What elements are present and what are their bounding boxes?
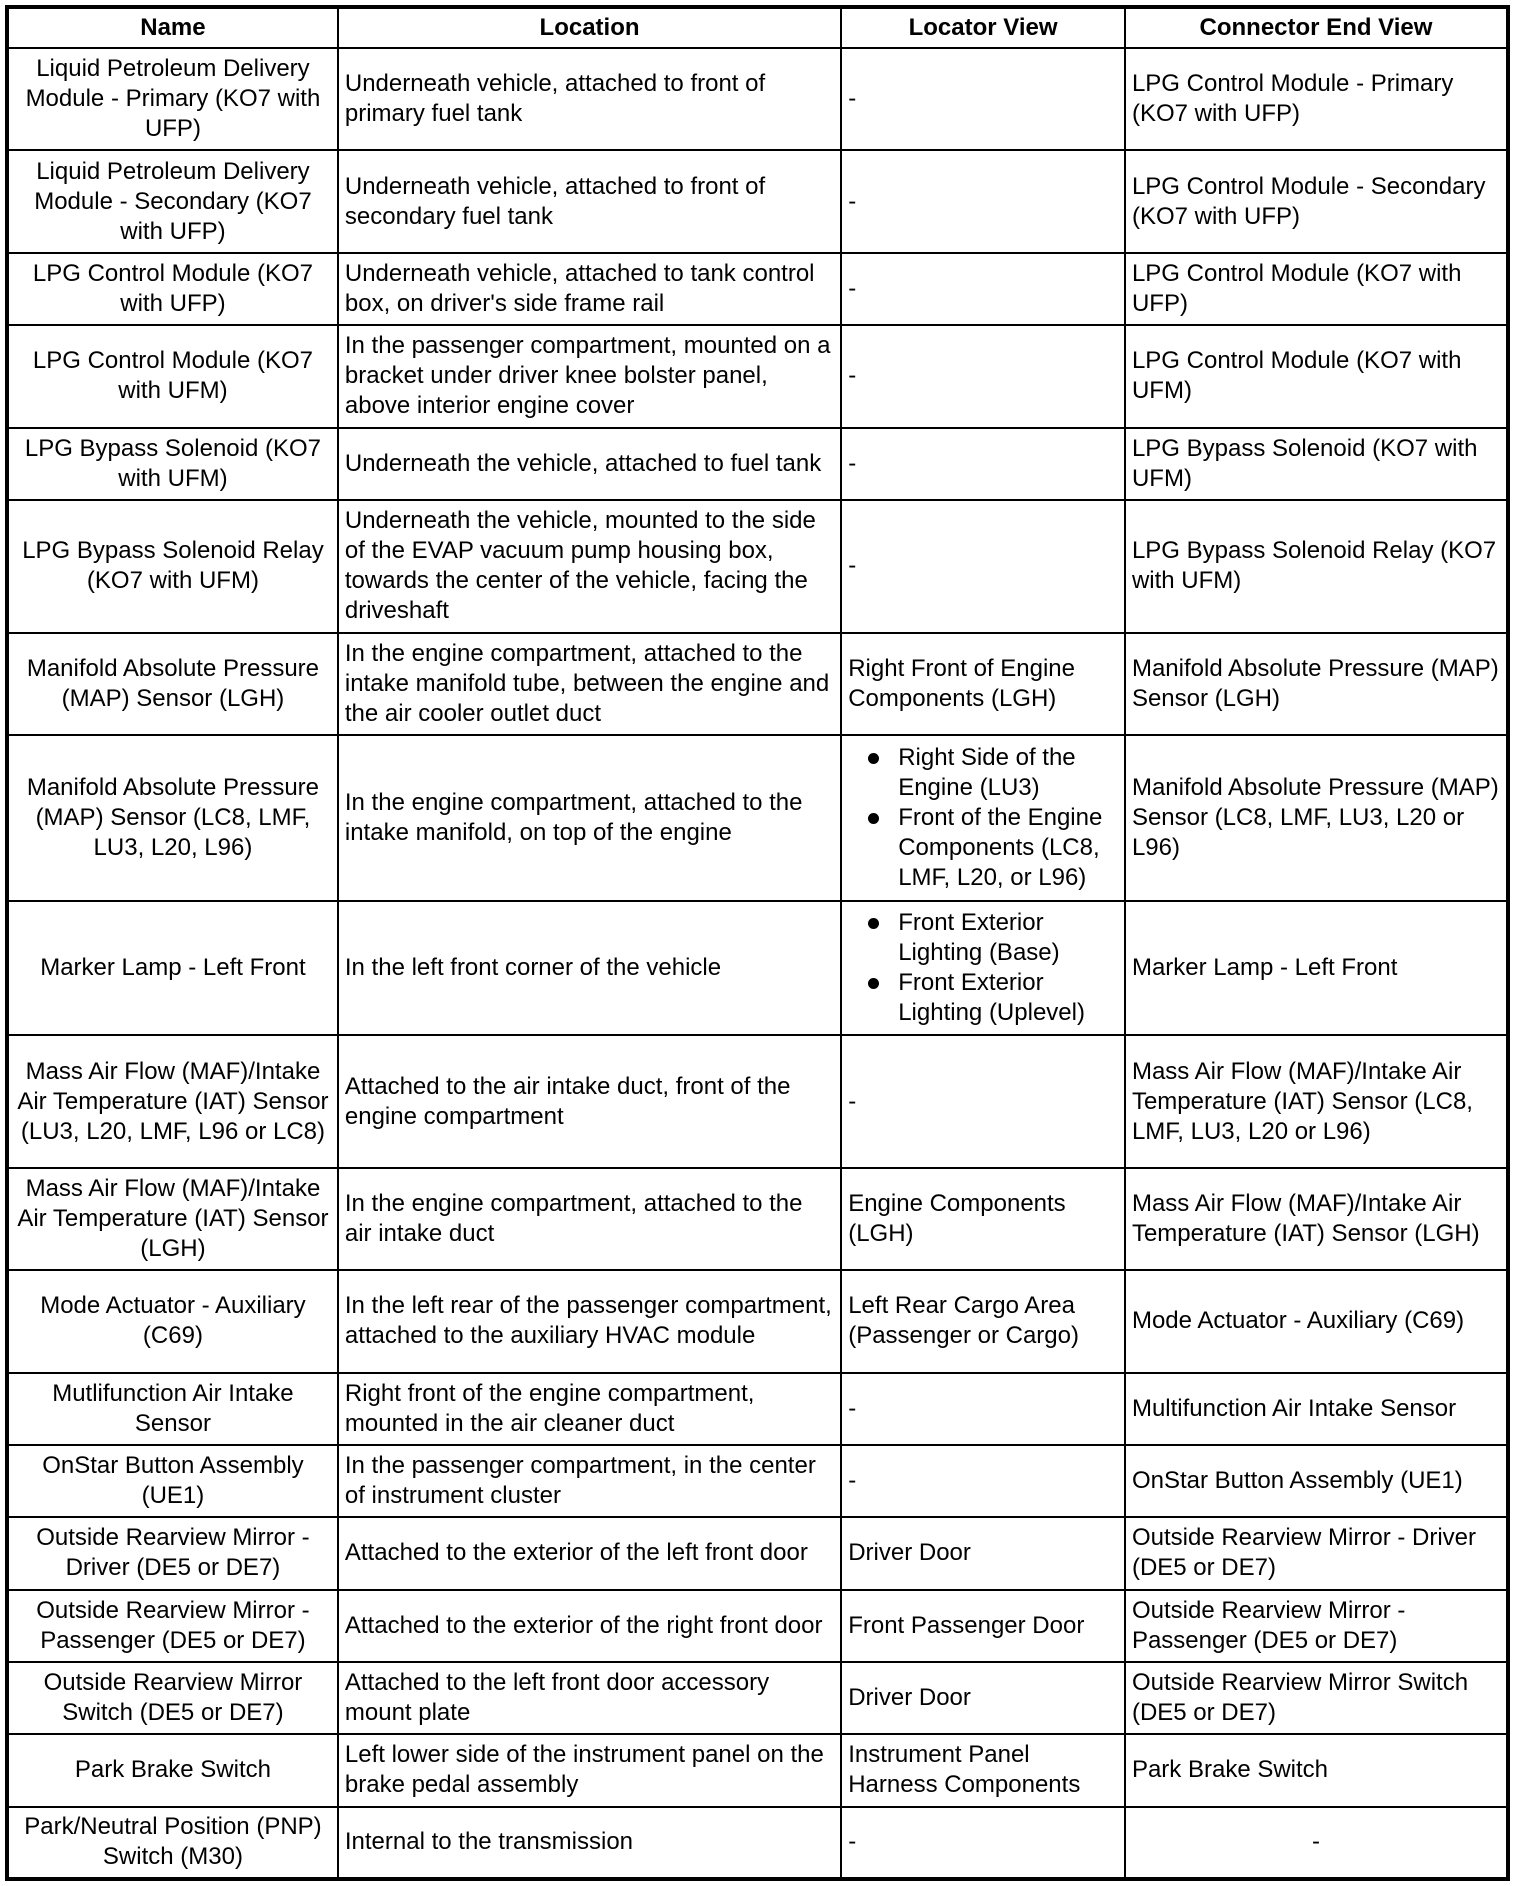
cell-connector-end-view: LPG Bypass Solenoid Relay (KO7 with UFM) bbox=[1125, 500, 1508, 633]
table-row bbox=[7, 735, 1508, 901]
table-row bbox=[7, 1373, 1508, 1445]
cell-location: Attached to the exterior of the right front door bbox=[338, 1590, 841, 1662]
table-row bbox=[7, 1168, 1508, 1270]
cell-locator-view: - bbox=[841, 325, 1125, 427]
cell-location: In the engine compartment, attached to the intake manifold tube, between the engine and the air cooler outlet duct bbox=[338, 633, 841, 735]
locator-view-item: Right Side of the Engine (LU3) bbox=[848, 743, 1118, 803]
cell-name: Outside Rearview Mirror Switch (DE5 or DE7) bbox=[7, 1662, 338, 1734]
table-row bbox=[7, 428, 1508, 500]
cell-locator-view: - bbox=[841, 1373, 1125, 1445]
cell-connector-end-view: Outside Rearview Mirror Switch (DE5 or DE7) bbox=[1125, 1662, 1508, 1734]
cell-connector-end-view: LPG Bypass Solenoid (KO7 with UFM) bbox=[1125, 428, 1508, 500]
cell-connector-end-view: Outside Rearview Mirror - Passenger (DE5 or DE7) bbox=[1125, 1590, 1508, 1662]
cell-locator-view: Instrument Panel Harness Components bbox=[841, 1734, 1125, 1806]
cell-location: Left lower side of the instrument panel on the brake pedal assembly bbox=[338, 1734, 841, 1806]
header-location: Location bbox=[338, 7, 841, 48]
cell-name: Park Brake Switch bbox=[7, 1734, 338, 1806]
cell-location: In the passenger compartment, in the center of instrument cluster bbox=[338, 1445, 841, 1517]
cell-connector-end-view: Manifold Absolute Pressure (MAP) Sensor (LGH) bbox=[1125, 633, 1508, 735]
locator-view-list bbox=[848, 908, 1118, 1028]
cell-name: LPG Bypass Solenoid Relay (KO7 with UFM) bbox=[7, 500, 338, 633]
table-row bbox=[7, 48, 1508, 150]
cell-connector-end-view: Marker Lamp - Left Front bbox=[1125, 901, 1508, 1036]
table-row bbox=[7, 1445, 1508, 1517]
cell-locator-view: Driver Door bbox=[841, 1662, 1125, 1734]
cell-connector-end-view: Manifold Absolute Pressure (MAP) Sensor (LC8, LMF, LU3, L20 or L96) bbox=[1125, 735, 1508, 901]
table-row bbox=[7, 1035, 1508, 1168]
cell-name: Marker Lamp - Left Front bbox=[7, 901, 338, 1036]
cell-name: Park/Neutral Position (PNP) Switch (M30) bbox=[7, 1807, 338, 1879]
cell-location: Underneath vehicle, attached to tank control box, on driver's side frame rail bbox=[338, 253, 841, 325]
cell-location: Right front of the engine compartment, mounted in the air cleaner duct bbox=[338, 1373, 841, 1445]
table-row bbox=[7, 1662, 1508, 1734]
header-row bbox=[7, 7, 1508, 48]
cell-name: Mass Air Flow (MAF)/Intake Air Temperature (IAT) Sensor (LGH) bbox=[7, 1168, 338, 1270]
table-row bbox=[7, 150, 1508, 252]
cell-location: In the engine compartment, attached to the intake manifold, on top of the engine bbox=[338, 735, 841, 901]
cell-name: Mass Air Flow (MAF)/Intake Air Temperature (IAT) Sensor (LU3, L20, LMF, L96 or LC8) bbox=[7, 1035, 338, 1168]
cell-locator-view bbox=[841, 901, 1125, 1036]
cell-connector-end-view: LPG Control Module - Secondary (KO7 with UFP) bbox=[1125, 150, 1508, 252]
cell-locator-view: - bbox=[841, 253, 1125, 325]
cell-name: Manifold Absolute Pressure (MAP) Sensor (LC8, LMF, LU3, L20, L96) bbox=[7, 735, 338, 901]
cell-locator-view: Left Rear Cargo Area (Passenger or Cargo) bbox=[841, 1270, 1125, 1372]
cell-connector-end-view: Outside Rearview Mirror - Driver (DE5 or DE7) bbox=[1125, 1517, 1508, 1589]
cell-location: Underneath the vehicle, attached to fuel tank bbox=[338, 428, 841, 500]
cell-location: Internal to the transmission bbox=[338, 1807, 841, 1879]
cell-locator-view: - bbox=[841, 500, 1125, 633]
locator-view-item: Front Exterior Lighting (Uplevel) bbox=[848, 968, 1118, 1028]
header-connector-end-view: Connector End View bbox=[1125, 7, 1508, 48]
cell-locator-view: - bbox=[841, 1807, 1125, 1879]
cell-locator-view: - bbox=[841, 150, 1125, 252]
cell-name: Outside Rearview Mirror - Driver (DE5 or DE7) bbox=[7, 1517, 338, 1589]
cell-name: Manifold Absolute Pressure (MAP) Sensor (LGH) bbox=[7, 633, 338, 735]
cell-locator-view: Driver Door bbox=[841, 1517, 1125, 1589]
locator-view-list bbox=[848, 743, 1118, 893]
cell-connector-end-view: Multifunction Air Intake Sensor bbox=[1125, 1373, 1508, 1445]
cell-name: LPG Control Module (KO7 with UFP) bbox=[7, 253, 338, 325]
table-row bbox=[7, 1517, 1508, 1589]
cell-name: LPG Bypass Solenoid (KO7 with UFM) bbox=[7, 428, 338, 500]
cell-connector-end-view: Mode Actuator - Auxiliary (C69) bbox=[1125, 1270, 1508, 1372]
cell-locator-view: - bbox=[841, 1035, 1125, 1168]
cell-connector-end-view: - bbox=[1125, 1807, 1508, 1879]
locator-view-item: Front of the Engine Components (LC8, LMF, L20, or L96) bbox=[848, 803, 1118, 893]
cell-locator-view: - bbox=[841, 48, 1125, 150]
cell-connector-end-view: LPG Control Module - Primary (KO7 with UFP) bbox=[1125, 48, 1508, 150]
cell-location: Underneath vehicle, attached to front of primary fuel tank bbox=[338, 48, 841, 150]
table-row bbox=[7, 1590, 1508, 1662]
cell-location: Attached to the left front door accessory mount plate bbox=[338, 1662, 841, 1734]
cell-connector-end-view: OnStar Button Assembly (UE1) bbox=[1125, 1445, 1508, 1517]
table-row bbox=[7, 325, 1508, 427]
table-row bbox=[7, 1270, 1508, 1372]
cell-name: Mode Actuator - Auxiliary (C69) bbox=[7, 1270, 338, 1372]
table-row bbox=[7, 1734, 1508, 1806]
table-row bbox=[7, 901, 1508, 1036]
table-row bbox=[7, 500, 1508, 633]
cell-locator-view: Right Front of Engine Components (LGH) bbox=[841, 633, 1125, 735]
component-locator-table bbox=[5, 5, 1510, 1881]
cell-name: OnStar Button Assembly (UE1) bbox=[7, 1445, 338, 1517]
cell-connector-end-view: Mass Air Flow (MAF)/Intake Air Temperature (IAT) Sensor (LGH) bbox=[1125, 1168, 1508, 1270]
cell-location: In the left rear of the passenger compartment, attached to the auxiliary HVAC module bbox=[338, 1270, 841, 1372]
table-row bbox=[7, 253, 1508, 325]
table-row bbox=[7, 633, 1508, 735]
cell-location: Attached to the air intake duct, front of the engine compartment bbox=[338, 1035, 841, 1168]
cell-locator-view: Front Passenger Door bbox=[841, 1590, 1125, 1662]
cell-location: Attached to the exterior of the left front door bbox=[338, 1517, 841, 1589]
cell-location: In the left front corner of the vehicle bbox=[338, 901, 841, 1036]
cell-connector-end-view: LPG Control Module (KO7 with UFM) bbox=[1125, 325, 1508, 427]
cell-name: LPG Control Module (KO7 with UFM) bbox=[7, 325, 338, 427]
table-row bbox=[7, 1807, 1508, 1879]
cell-locator-view: - bbox=[841, 1445, 1125, 1517]
cell-name: Outside Rearview Mirror - Passenger (DE5 or DE7) bbox=[7, 1590, 338, 1662]
cell-locator-view bbox=[841, 735, 1125, 901]
cell-location: Underneath vehicle, attached to front of secondary fuel tank bbox=[338, 150, 841, 252]
header-locator-view: Locator View bbox=[841, 7, 1125, 48]
cell-connector-end-view: LPG Control Module (KO7 with UFP) bbox=[1125, 253, 1508, 325]
cell-connector-end-view: Park Brake Switch bbox=[1125, 1734, 1508, 1806]
cell-location: In the passenger compartment, mounted on a bracket under driver knee bolster panel, above interior engine cover bbox=[338, 325, 841, 427]
cell-name: Liquid Petroleum Delivery Module - Primary (KO7 with UFP) bbox=[7, 48, 338, 150]
header-name: Name bbox=[7, 7, 338, 48]
locator-view-item: Front Exterior Lighting (Base) bbox=[848, 908, 1118, 968]
cell-locator-view: - bbox=[841, 428, 1125, 500]
cell-locator-view: Engine Components (LGH) bbox=[841, 1168, 1125, 1270]
cell-name: Liquid Petroleum Delivery Module - Secondary (KO7 with UFP) bbox=[7, 150, 338, 252]
cell-location: In the engine compartment, attached to the air intake duct bbox=[338, 1168, 841, 1270]
cell-name: Mutlifunction Air Intake Sensor bbox=[7, 1373, 338, 1445]
cell-location: Underneath the vehicle, mounted to the side of the EVAP vacuum pump housing box, towards the center of the vehicle, facing the driveshaft bbox=[338, 500, 841, 633]
cell-connector-end-view: Mass Air Flow (MAF)/Intake Air Temperature (IAT) Sensor (LC8, LMF, LU3, L20 or L96) bbox=[1125, 1035, 1508, 1168]
